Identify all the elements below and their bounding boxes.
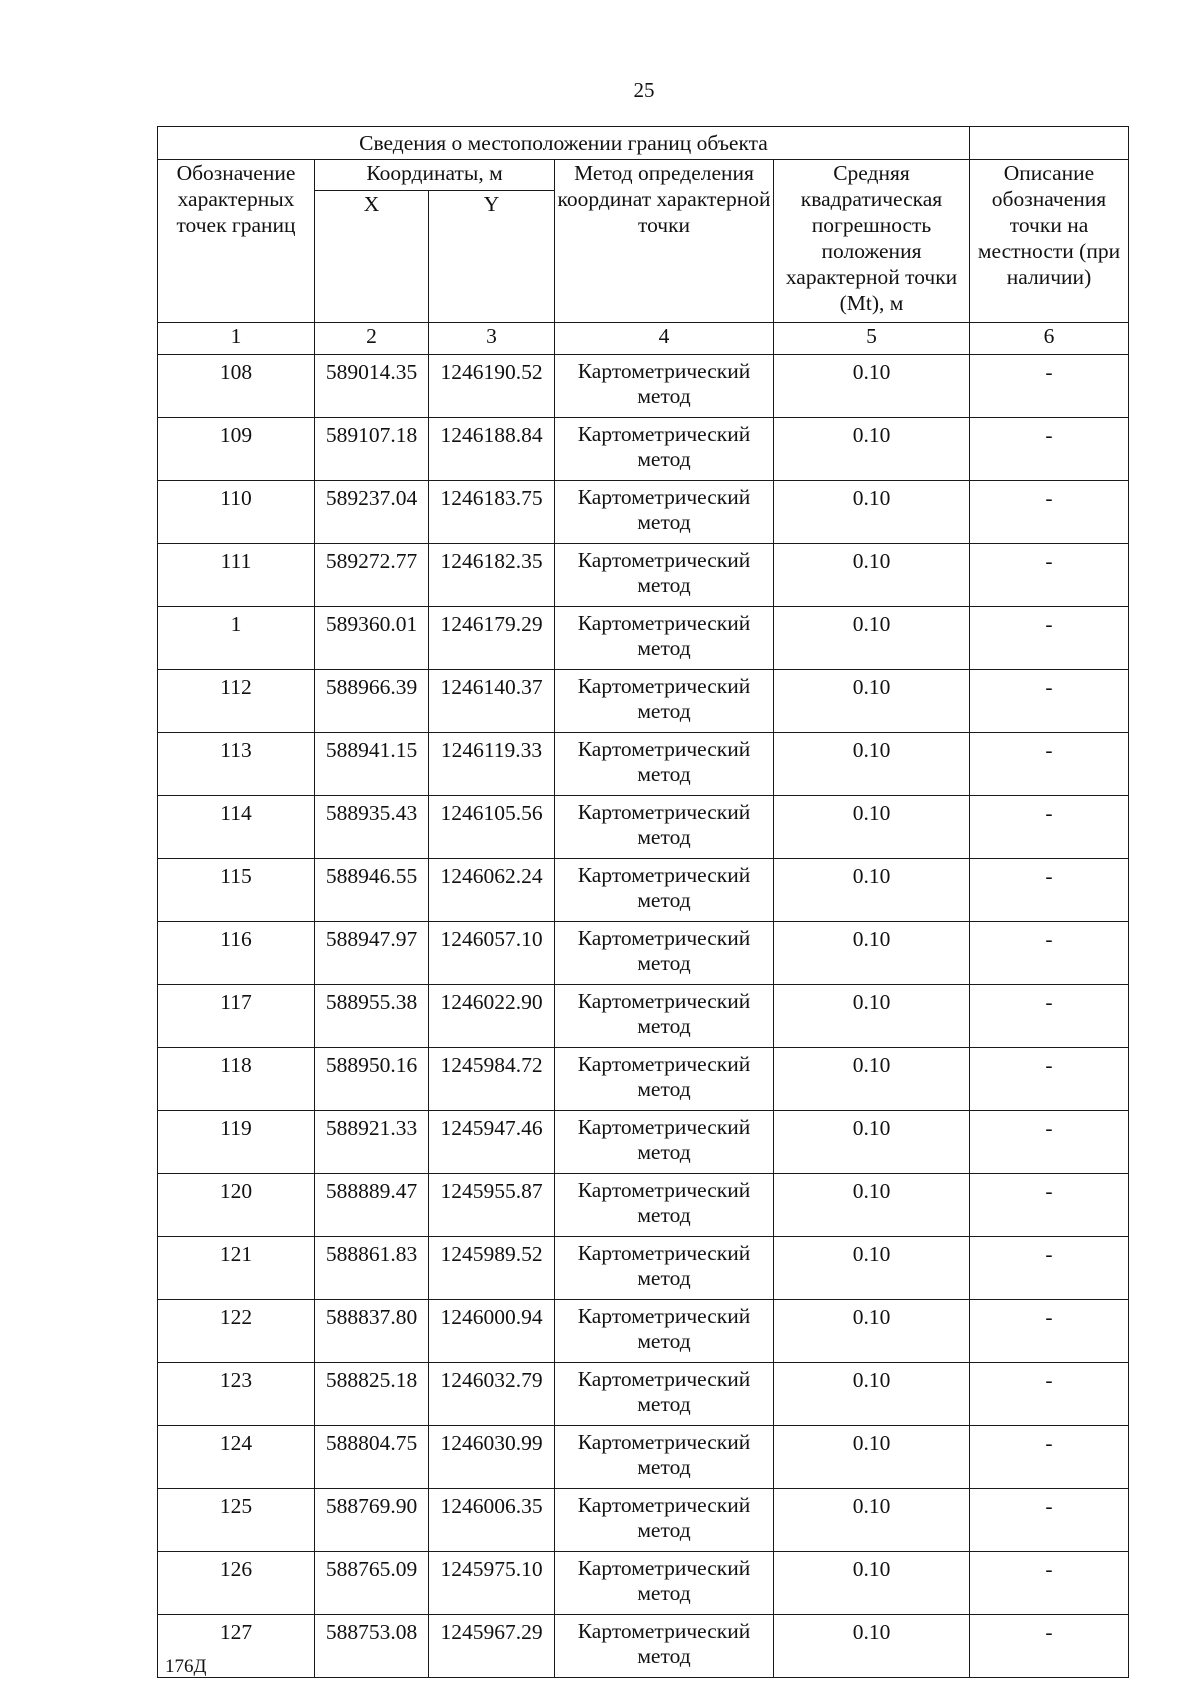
method-text-line2: метод: [637, 699, 691, 723]
point-number-cell: 115: [158, 859, 315, 922]
method-text-line2: метод: [637, 1077, 691, 1101]
table-title-blank-cell: [970, 127, 1129, 160]
method-cell: [555, 355, 774, 418]
method-text-line1: Картометрический: [577, 800, 751, 824]
method-cell: [555, 670, 774, 733]
mean-error-cell: 0.10: [774, 1174, 970, 1237]
table-row: [158, 922, 1129, 985]
description-cell: -: [970, 985, 1129, 1048]
point-number-cell: 110: [158, 481, 315, 544]
column-number: 2: [315, 323, 429, 355]
point-number-cell: 1: [158, 607, 315, 670]
description-cell: -: [970, 1048, 1129, 1111]
table-row: [158, 1363, 1129, 1426]
mean-error-cell: 0.10: [774, 1615, 970, 1678]
method-text-line2: метод: [637, 1140, 691, 1164]
table-row: [158, 1111, 1129, 1174]
method-cell: [555, 1237, 774, 1300]
mean-error-cell: 0.10: [774, 1426, 970, 1489]
table-title: Сведения о местоположении границ объекта: [158, 127, 970, 160]
y-coordinate-cell: 1246022.90: [429, 985, 555, 1048]
y-coordinate-cell: 1246140.37: [429, 670, 555, 733]
point-number-cell: 116: [158, 922, 315, 985]
y-coordinate-cell: 1246030.99: [429, 1426, 555, 1489]
description-cell: -: [970, 1615, 1129, 1678]
method-text-line1: Картометрический: [577, 1430, 751, 1454]
description-cell: -: [970, 859, 1129, 922]
x-coordinate-cell: 588889.47: [315, 1174, 429, 1237]
method-cell: [555, 607, 774, 670]
method-text-line2: метод: [637, 1518, 691, 1542]
method-text-line2: метод: [637, 510, 691, 534]
method-cell: [555, 859, 774, 922]
header-x: X: [315, 191, 429, 323]
table-row: [158, 355, 1129, 418]
method-text-line1: Картометрический: [577, 1493, 751, 1517]
header-row: [158, 160, 1129, 191]
mean-error-cell: 0.10: [774, 1048, 970, 1111]
x-coordinate-cell: 588966.39: [315, 670, 429, 733]
table-row: [158, 1174, 1129, 1237]
y-coordinate-cell: 1246032.79: [429, 1363, 555, 1426]
description-cell: -: [970, 418, 1129, 481]
method-cell: [555, 481, 774, 544]
header-method: Метод определения координат характерной точки: [555, 160, 774, 323]
mean-error-cell: 0.10: [774, 1237, 970, 1300]
mean-error-cell: 0.10: [774, 544, 970, 607]
method-cell: [555, 1489, 774, 1552]
y-coordinate-cell: 1246190.52: [429, 355, 555, 418]
method-text-line1: Картометрический: [577, 989, 751, 1013]
method-text-line1: Картометрический: [577, 359, 751, 383]
point-number-cell: 112: [158, 670, 315, 733]
method-cell: [555, 1552, 774, 1615]
mean-error-cell: 0.10: [774, 355, 970, 418]
method-text-line1: Картометрический: [577, 611, 751, 635]
column-number: 6: [970, 323, 1129, 355]
description-cell: -: [970, 1300, 1129, 1363]
table-row: [158, 544, 1129, 607]
method-text-line1: Картометрический: [577, 1241, 751, 1265]
method-text-line1: Картометрический: [577, 1115, 751, 1139]
mean-error-cell: 0.10: [774, 859, 970, 922]
x-coordinate-cell: 588837.80: [315, 1300, 429, 1363]
x-coordinate-cell: 588947.97: [315, 922, 429, 985]
method-text-line2: метод: [637, 1581, 691, 1605]
point-number-cell: 127: [158, 1615, 315, 1678]
x-coordinate-cell: 589360.01: [315, 607, 429, 670]
y-coordinate-cell: 1246183.75: [429, 481, 555, 544]
point-number-cell: 122: [158, 1300, 315, 1363]
y-coordinate-cell: 1246105.56: [429, 796, 555, 859]
method-text-line1: Картометрический: [577, 1304, 751, 1328]
header-coordinates-group: Координаты, м: [315, 160, 555, 191]
point-number-cell: 118: [158, 1048, 315, 1111]
point-number-cell: 108: [158, 355, 315, 418]
method-text-line1: Картометрический: [577, 863, 751, 887]
y-coordinate-cell: 1246000.94: [429, 1300, 555, 1363]
table-row: [158, 1300, 1129, 1363]
point-number-cell: 125: [158, 1489, 315, 1552]
x-coordinate-cell: 588825.18: [315, 1363, 429, 1426]
method-text-line2: метод: [637, 1644, 691, 1668]
method-text-line2: метод: [637, 384, 691, 408]
table-row: [158, 1489, 1129, 1552]
table-row: [158, 733, 1129, 796]
y-coordinate-cell: 1246062.24: [429, 859, 555, 922]
description-cell: -: [970, 1111, 1129, 1174]
boundary-coordinates-table: [157, 126, 1129, 1678]
column-number-row: [158, 323, 1129, 355]
description-cell: -: [970, 670, 1129, 733]
table-row: [158, 1615, 1129, 1678]
y-coordinate-cell: 1245955.87: [429, 1174, 555, 1237]
method-text-line2: метод: [637, 1014, 691, 1038]
description-cell: -: [970, 796, 1129, 859]
method-text-line1: Картометрический: [577, 548, 751, 572]
method-text-line2: метод: [637, 636, 691, 660]
mean-error-cell: 0.10: [774, 1489, 970, 1552]
y-coordinate-cell: 1245975.10: [429, 1552, 555, 1615]
method-text-line2: метод: [637, 447, 691, 471]
description-cell: -: [970, 1174, 1129, 1237]
point-number-cell: 123: [158, 1363, 315, 1426]
table-row: [158, 607, 1129, 670]
method-text-line1: Картометрический: [577, 422, 751, 446]
x-coordinate-cell: 589014.35: [315, 355, 429, 418]
method-cell: [555, 1300, 774, 1363]
y-coordinate-cell: 1245989.52: [429, 1237, 555, 1300]
y-coordinate-cell: 1245947.46: [429, 1111, 555, 1174]
method-cell: [555, 1174, 774, 1237]
x-coordinate-cell: 589272.77: [315, 544, 429, 607]
method-text-line1: Картометрический: [577, 674, 751, 698]
x-coordinate-cell: 588753.08: [315, 1615, 429, 1678]
method-text-line2: метод: [637, 573, 691, 597]
table-row: [158, 985, 1129, 1048]
y-coordinate-cell: 1246119.33: [429, 733, 555, 796]
description-cell: -: [970, 733, 1129, 796]
header-mean-error: Средняя квадратическая погрешность положения характерной точки (Mt), м: [774, 160, 970, 323]
description-cell: -: [970, 922, 1129, 985]
mean-error-cell: 0.10: [774, 1300, 970, 1363]
point-number-cell: 126: [158, 1552, 315, 1615]
point-number-cell: 119: [158, 1111, 315, 1174]
mean-error-cell: 0.10: [774, 418, 970, 481]
mean-error-cell: 0.10: [774, 985, 970, 1048]
header-y: Y: [429, 191, 555, 323]
method-text-line2: метод: [637, 762, 691, 786]
table-row: [158, 670, 1129, 733]
page-number: 25: [633, 78, 655, 102]
method-text-line1: Картометрический: [577, 1178, 751, 1202]
method-text-line2: метод: [637, 1392, 691, 1416]
y-coordinate-cell: 1246179.29: [429, 607, 555, 670]
y-coordinate-cell: 1245984.72: [429, 1048, 555, 1111]
method-cell: [555, 1048, 774, 1111]
mean-error-cell: 0.10: [774, 733, 970, 796]
mean-error-cell: 0.10: [774, 1111, 970, 1174]
point-number-cell: 124: [158, 1426, 315, 1489]
column-number: 3: [429, 323, 555, 355]
description-cell: -: [970, 481, 1129, 544]
description-cell: -: [970, 1489, 1129, 1552]
description-cell: -: [970, 1552, 1129, 1615]
mean-error-cell: 0.10: [774, 1363, 970, 1426]
method-text-line2: метод: [637, 825, 691, 849]
x-coordinate-cell: 588804.75: [315, 1426, 429, 1489]
method-text-line1: Картометрический: [577, 1619, 751, 1643]
table-body: [158, 355, 1129, 1678]
method-text-line1: Картометрический: [577, 926, 751, 950]
point-number-cell: 117: [158, 985, 315, 1048]
method-cell: [555, 418, 774, 481]
table-row: [158, 1237, 1129, 1300]
method-text-line1: Картометрический: [577, 737, 751, 761]
column-number: 1: [158, 323, 315, 355]
x-coordinate-cell: 588765.09: [315, 1552, 429, 1615]
table-row: [158, 1426, 1129, 1489]
x-coordinate-cell: 588921.33: [315, 1111, 429, 1174]
method-cell: [555, 922, 774, 985]
method-cell: [555, 796, 774, 859]
method-cell: [555, 1363, 774, 1426]
header-point-designation: Обозначение характерных точек границ: [158, 160, 315, 323]
method-text-line2: метод: [637, 1266, 691, 1290]
method-text-line2: метод: [637, 951, 691, 975]
table-title-row: [158, 127, 1129, 160]
x-coordinate-cell: 588950.16: [315, 1048, 429, 1111]
table-row: [158, 796, 1129, 859]
mean-error-cell: 0.10: [774, 481, 970, 544]
method-text-line1: Картометрический: [577, 1367, 751, 1391]
description-cell: -: [970, 1363, 1129, 1426]
x-coordinate-cell: 588935.43: [315, 796, 429, 859]
point-number-cell: 114: [158, 796, 315, 859]
column-number: 5: [774, 323, 970, 355]
method-cell: [555, 1426, 774, 1489]
y-coordinate-cell: 1246006.35: [429, 1489, 555, 1552]
method-text-line2: метод: [637, 1329, 691, 1353]
x-coordinate-cell: 588955.38: [315, 985, 429, 1048]
table-row: [158, 859, 1129, 922]
point-number-cell: 121: [158, 1237, 315, 1300]
method-cell: [555, 733, 774, 796]
method-text-line2: метод: [637, 1455, 691, 1479]
x-coordinate-cell: 588769.90: [315, 1489, 429, 1552]
method-text-line2: метод: [637, 888, 691, 912]
x-coordinate-cell: 588861.83: [315, 1237, 429, 1300]
method-text-line1: Картометрический: [577, 485, 751, 509]
y-coordinate-cell: 1246057.10: [429, 922, 555, 985]
footer-code: 176Д: [165, 1656, 207, 1677]
y-coordinate-cell: 1245967.29: [429, 1615, 555, 1678]
y-coordinate-cell: 1246188.84: [429, 418, 555, 481]
y-coordinate-cell: 1246182.35: [429, 544, 555, 607]
mean-error-cell: 0.10: [774, 922, 970, 985]
method-text-line1: Картометрический: [577, 1052, 751, 1076]
point-number-cell: 111: [158, 544, 315, 607]
table-row: [158, 1048, 1129, 1111]
x-coordinate-cell: 588946.55: [315, 859, 429, 922]
method-cell: [555, 1111, 774, 1174]
table-row: [158, 481, 1129, 544]
method-cell: [555, 1615, 774, 1678]
x-coordinate-cell: 589237.04: [315, 481, 429, 544]
mean-error-cell: 0.10: [774, 796, 970, 859]
x-coordinate-cell: 588941.15: [315, 733, 429, 796]
description-cell: -: [970, 607, 1129, 670]
method-text-line2: метод: [637, 1203, 691, 1227]
header-description: Описание обозначения точки на местности (при наличии): [970, 160, 1129, 323]
method-cell: [555, 544, 774, 607]
description-cell: -: [970, 1237, 1129, 1300]
mean-error-cell: 0.10: [774, 607, 970, 670]
description-cell: -: [970, 544, 1129, 607]
method-cell: [555, 985, 774, 1048]
description-cell: -: [970, 1426, 1129, 1489]
method-text-line1: Картометрический: [577, 1556, 751, 1580]
point-number-cell: 109: [158, 418, 315, 481]
table-row: [158, 418, 1129, 481]
point-number-cell: 120: [158, 1174, 315, 1237]
description-cell: -: [970, 355, 1129, 418]
column-number: 4: [555, 323, 774, 355]
mean-error-cell: 0.10: [774, 670, 970, 733]
mean-error-cell: 0.10: [774, 1552, 970, 1615]
table-row: [158, 1552, 1129, 1615]
point-number-cell: 113: [158, 733, 315, 796]
x-coordinate-cell: 589107.18: [315, 418, 429, 481]
